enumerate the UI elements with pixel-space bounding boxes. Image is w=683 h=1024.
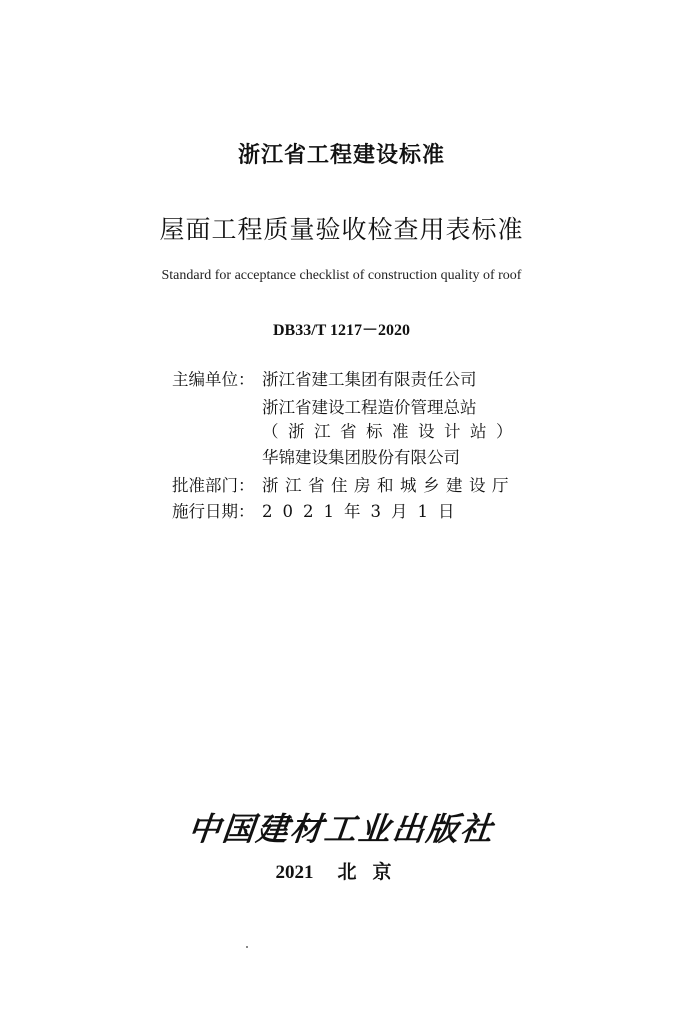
editor-unit-2: 浙江省建设工程造价管理总站 bbox=[262, 398, 477, 417]
effective-date-value: 2021年3月1日 bbox=[262, 502, 465, 521]
editor-row bbox=[172, 366, 477, 390]
scan-speck bbox=[246, 946, 248, 948]
editor-unit-4: 华锦建设集团股份有限公司 bbox=[262, 448, 460, 467]
document-title: 屋面工程质量验收检查用表标准 bbox=[159, 215, 524, 244]
approval-value: 浙江省住房和城乡建设厅 bbox=[262, 476, 515, 495]
english-title: Standard for acceptance checklist of construction quality of roof bbox=[161, 268, 522, 283]
publisher-logo: 中国建材工业出版社 bbox=[186, 810, 497, 848]
editor-label: 主编单位： bbox=[172, 370, 255, 389]
effective-date-row bbox=[172, 498, 465, 522]
effective-date-label: 施行日期： bbox=[172, 502, 255, 521]
imprint-city: 北京 bbox=[337, 862, 408, 883]
editor-unit-3: （浙江省标准设计站） bbox=[262, 422, 522, 441]
imprint bbox=[0, 857, 683, 884]
imprint-year: 2021 bbox=[275, 862, 314, 883]
editor-unit-1: 浙江省建工集团有限责任公司 bbox=[262, 370, 477, 389]
standard-code: DB33/T 1217－2020 bbox=[272, 322, 411, 339]
approval-row bbox=[172, 472, 515, 496]
approval-label: 批准部门： bbox=[172, 476, 255, 495]
series-title: 浙江省工程建设标准 bbox=[237, 143, 445, 168]
